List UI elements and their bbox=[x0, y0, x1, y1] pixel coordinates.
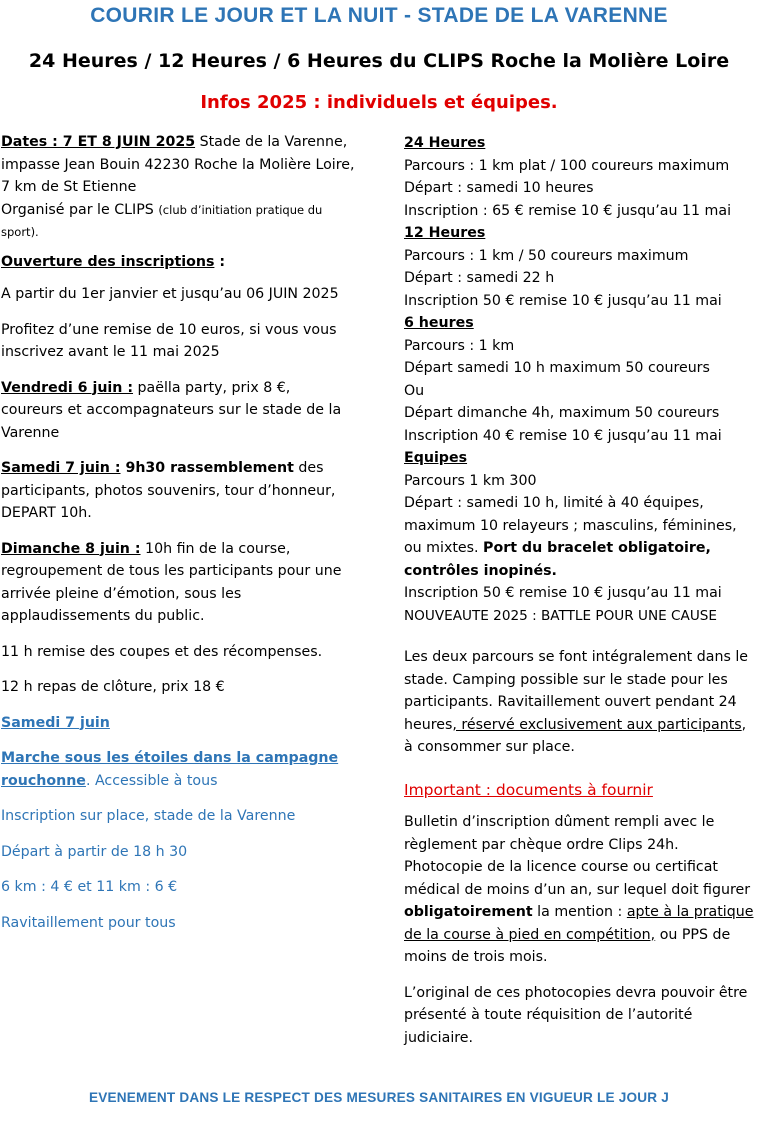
vendredi-text: paëlla party, prix 8 €, coureurs et accompagnateurs sur le stade de la Varenne bbox=[1, 379, 342, 441]
dates-paragraph bbox=[1, 131, 355, 244]
left-column bbox=[1, 131, 355, 947]
h6-depart2: Départ dimanche 4h, maximum 50 coureurs bbox=[404, 405, 720, 421]
parcours-text: Les deux parcours se font intégralement dans le stade. Camping possible sur le stade pour les participants. Ravitaillement ouvert pendant 24 heures bbox=[404, 649, 749, 733]
coupes-text: 11 h remise des coupes et des récompenses. bbox=[1, 643, 323, 660]
marche-depart: Départ à partir de 18 h 30 bbox=[1, 843, 188, 860]
dates-text: Stade de la Varenne, impasse Jean Bouin 42230 Roche la Molière Loire, 7 km de St Etienne bbox=[1, 134, 355, 195]
repas-text: 12 h repas de clôture, prix 18 € bbox=[1, 679, 225, 695]
eq-parcours: Parcours 1 km 300 bbox=[404, 472, 537, 489]
samedi-label: Samedi 7 juin : bbox=[1, 460, 121, 476]
eq-nouveaute: NOUVEAUTE 2025 : BATTLE POUR UNE CAUSE bbox=[404, 607, 718, 624]
parcours-paragraph bbox=[404, 646, 758, 759]
ouverture-label: Ouverture des inscriptions bbox=[1, 253, 215, 270]
samedi-text: des participants, photos souvenirs, tour d’honneur, DEPART 10h. bbox=[1, 460, 336, 521]
eq-bracelet: Port du bracelet obligatoire, contrôles inopinés. bbox=[404, 540, 711, 579]
marche-ravito: Ravitaillement pour tous bbox=[1, 914, 176, 931]
h12-label: 12 Heures bbox=[404, 225, 486, 241]
marche-prix: 6 km : 4 € et 11 km : 6 € bbox=[1, 879, 178, 895]
original-text: L’original de ces photocopies devra pouvoir être présenté à toute réquisition de l’autorité judiciaire. bbox=[404, 984, 748, 1046]
vendredi-paragraph bbox=[1, 377, 355, 445]
h24-label: 24 Heures bbox=[404, 135, 486, 151]
organise-small: (club d’initiation pratique du sport). bbox=[1, 202, 323, 239]
vendredi-label: Vendredi 6 juin : bbox=[1, 379, 134, 396]
dates-label: Dates : 7 ET 8 JUIN 2025 bbox=[1, 134, 196, 150]
h6-inscription: Inscription 40 € remise 10 € jusqu’au 11 mai bbox=[404, 427, 722, 444]
h6-parcours: Parcours : 1 km bbox=[404, 337, 515, 354]
samedi-bold: 9h30 rassemblement bbox=[120, 460, 294, 476]
footer-notice: EVENEMENT DANS LE RESPECT DES MESURES SANITAIRES EN VIGUEUR LE JOUR J bbox=[88, 1090, 670, 1105]
h6-depart1: Départ samedi 10 h maximum 50 coureurs bbox=[404, 360, 710, 376]
bulletin-text: Bulletin d’inscription dûment rempli avec le règlement par chèque ordre Clips 24h. Photocopie de la licence course ou certificat médical de moins d’un an, sur lequel doit figurer bbox=[404, 814, 751, 898]
parcours-reserve: , réservé exclusivement aux participants bbox=[452, 716, 742, 733]
h24-depart: Départ : samedi 10 heures bbox=[404, 180, 594, 196]
infos-heading: Infos 2025 : individuels et équipes. bbox=[200, 92, 558, 113]
eq-inscription: Inscription 50 € remise 10 € jusqu’au 11 mai bbox=[404, 585, 722, 601]
dimanche-paragraph bbox=[1, 538, 355, 628]
ouverture-colon: : bbox=[214, 253, 226, 270]
important-heading: Important : documents à fournir bbox=[404, 780, 653, 799]
marche-access: . Accessible à tous bbox=[85, 772, 218, 789]
samedi-paragraph bbox=[1, 457, 355, 525]
h6-ou: Ou bbox=[404, 382, 425, 399]
h24-parcours: Parcours : 1 km plat / 100 coureurs maximum bbox=[404, 157, 730, 174]
parcours-end: , à consommer sur place. bbox=[404, 716, 747, 755]
marche-date: Samedi 7 juin bbox=[1, 714, 110, 731]
h24-inscription: Inscription : 65 € remise 10 € jusqu’au 11 mai bbox=[404, 202, 732, 219]
ouverture-heading bbox=[1, 251, 355, 274]
h12-parcours: Parcours : 1 km / 50 coureurs maximum bbox=[404, 247, 689, 264]
eq-depart-paragraph bbox=[404, 492, 758, 582]
bulletin-apte: apte à la pratique de la course à pied en compétition, bbox=[404, 904, 754, 943]
bulletin-bold: obligatoirement bbox=[404, 904, 533, 920]
page-title: COURIR LE JOUR ET LA NUIT - STADE DE LA VARENNE bbox=[90, 4, 668, 27]
dimanche-label: Dimanche 8 juin : bbox=[1, 540, 141, 557]
bulletin-end: ou PPS de moins de trois mois. bbox=[404, 926, 731, 965]
remise-text: Profitez d’une remise de 10 euros, si vous vous inscrivez avant le 11 mai 2025 bbox=[1, 321, 337, 360]
h12-inscription: Inscription 50 € remise 10 € jusqu’au 11 mai bbox=[404, 292, 722, 309]
bulletin-mid: la mention : bbox=[532, 904, 627, 920]
eq-label: Equipes bbox=[404, 450, 468, 466]
marche-title: Marche sous les étoiles dans la campagne rouchonne bbox=[1, 750, 339, 789]
dimanche-text: 10h fin de la course, regroupement de tous les participants pour une arrivée pleine d’émotion, sous les applaudissements du public. bbox=[1, 540, 342, 624]
right-column bbox=[404, 132, 758, 1062]
organise-text: Organisé par le CLIPS bbox=[1, 201, 159, 218]
marche-inscription: Inscription sur place, stade de la Varenne bbox=[1, 808, 296, 824]
page-subtitle: 24 Heures / 12 Heures / 6 Heures du CLIPS Roche la Molière Loire bbox=[28, 50, 730, 72]
eq-depart: Départ : samedi 10 h, limité à 40 équipes, maximum 10 relayeurs ; masculins, féminines, ou mixtes. bbox=[404, 495, 737, 556]
ouverture-text: A partir du 1er janvier et jusqu’au 06 JUIN 2025 bbox=[1, 286, 339, 302]
h6-label: 6 heures bbox=[404, 315, 474, 331]
marche-paragraph bbox=[1, 747, 355, 792]
h12-depart: Départ : samedi 22 h bbox=[404, 270, 555, 286]
bulletin-paragraph bbox=[404, 811, 758, 969]
